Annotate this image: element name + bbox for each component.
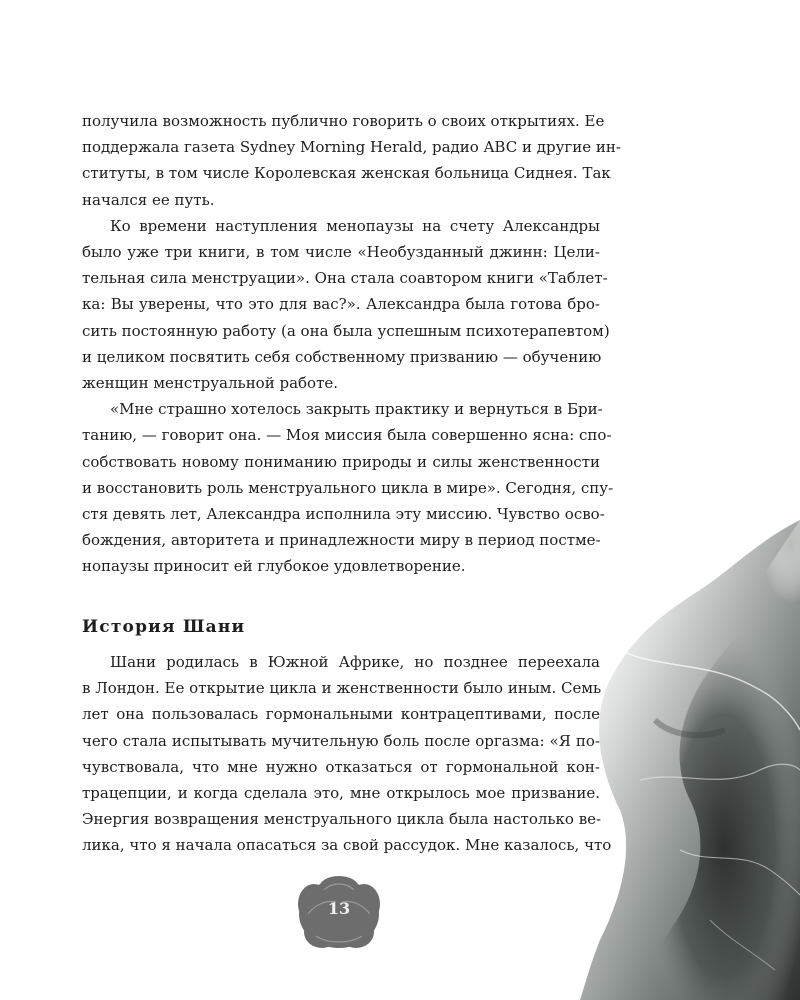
text-line: и восстановить роль менструального цикла в мире». Сегодня, спу- [82,478,614,497]
section-heading: История Шани [82,617,246,637]
text-line: начался ее путь. [82,190,215,209]
paragraph-1 [82,108,621,213]
text-line: бождения, авторитета и принадлежности миру в период постме- [82,531,601,550]
text-line: Ко времени наступления менопаузы на счету Александры [110,216,600,235]
text-line: чувствовала, что мне нужно отказаться от гормональной кон- [82,757,600,776]
text-line: сить постоянную работу (а она была успешным психотерапевтом) [82,321,610,340]
text-line: лика, что я начала опасаться за свой рассудок. Мне казалось, что [82,836,612,855]
top-text-section [82,108,621,580]
bottom-text-section [82,649,612,859]
text-line: в Лондон. Ее открытие цикла и женственности было иным. Семь [82,679,602,698]
text-line: собствовать новому пониманию природы и силы женственности [82,452,600,471]
text-line: было уже три книги, в том числе «Необузданный джинн: Цели- [82,243,600,262]
text-line: тельная сила менструации». Она стала соавтором книги «Таблет- [82,269,608,288]
paragraph-4 [82,649,612,859]
text-line: нопаузы приносит ей глубокое удовлетворение. [82,557,466,576]
text-line: трацепции, и когда сделала это, мне открылось мое призвание. [82,784,600,803]
text-line: танию, — говорит она. — Моя миссия была совершенно ясна: спо- [82,426,612,445]
text-line: поддержала газета Sydney Morning Herald, радио ABC и другие ин- [82,138,621,157]
text-line: стя девять лет, Александра исполнила эту миссию. Чувство осво- [82,505,605,524]
text-line: чего стала испытывать мучительную боль после оргазма: «Я по- [82,731,600,750]
text-line: женщин менструальной работе. [82,374,339,393]
text-line: и целиком посвятить себя собственному призванию — обучению [82,347,602,366]
text-line: Шани родилась в Южной Африке, но позднее переехала [110,653,600,671]
paragraph-2 [82,213,610,396]
paragraph-3 [82,396,614,579]
text-line: получила возможность публично говорить о своих открытиях. Ее [82,112,605,130]
text-line: лет она пользовалась гормональными контрацептивами, после [82,705,600,724]
text-line: ка: Вы уверены, что это для вас?». Александра была готова бро- [82,295,600,314]
text-line: «Мне страшно хотелось закрыть практику и вернуться в Бри- [110,400,603,419]
text-line: ституты, в том числе Королевская женская больница Сиднея. Так [82,164,611,183]
text-line: Энергия возвращения менструального цикла была настолько ве- [82,810,602,829]
page-number: 13 [327,899,351,918]
